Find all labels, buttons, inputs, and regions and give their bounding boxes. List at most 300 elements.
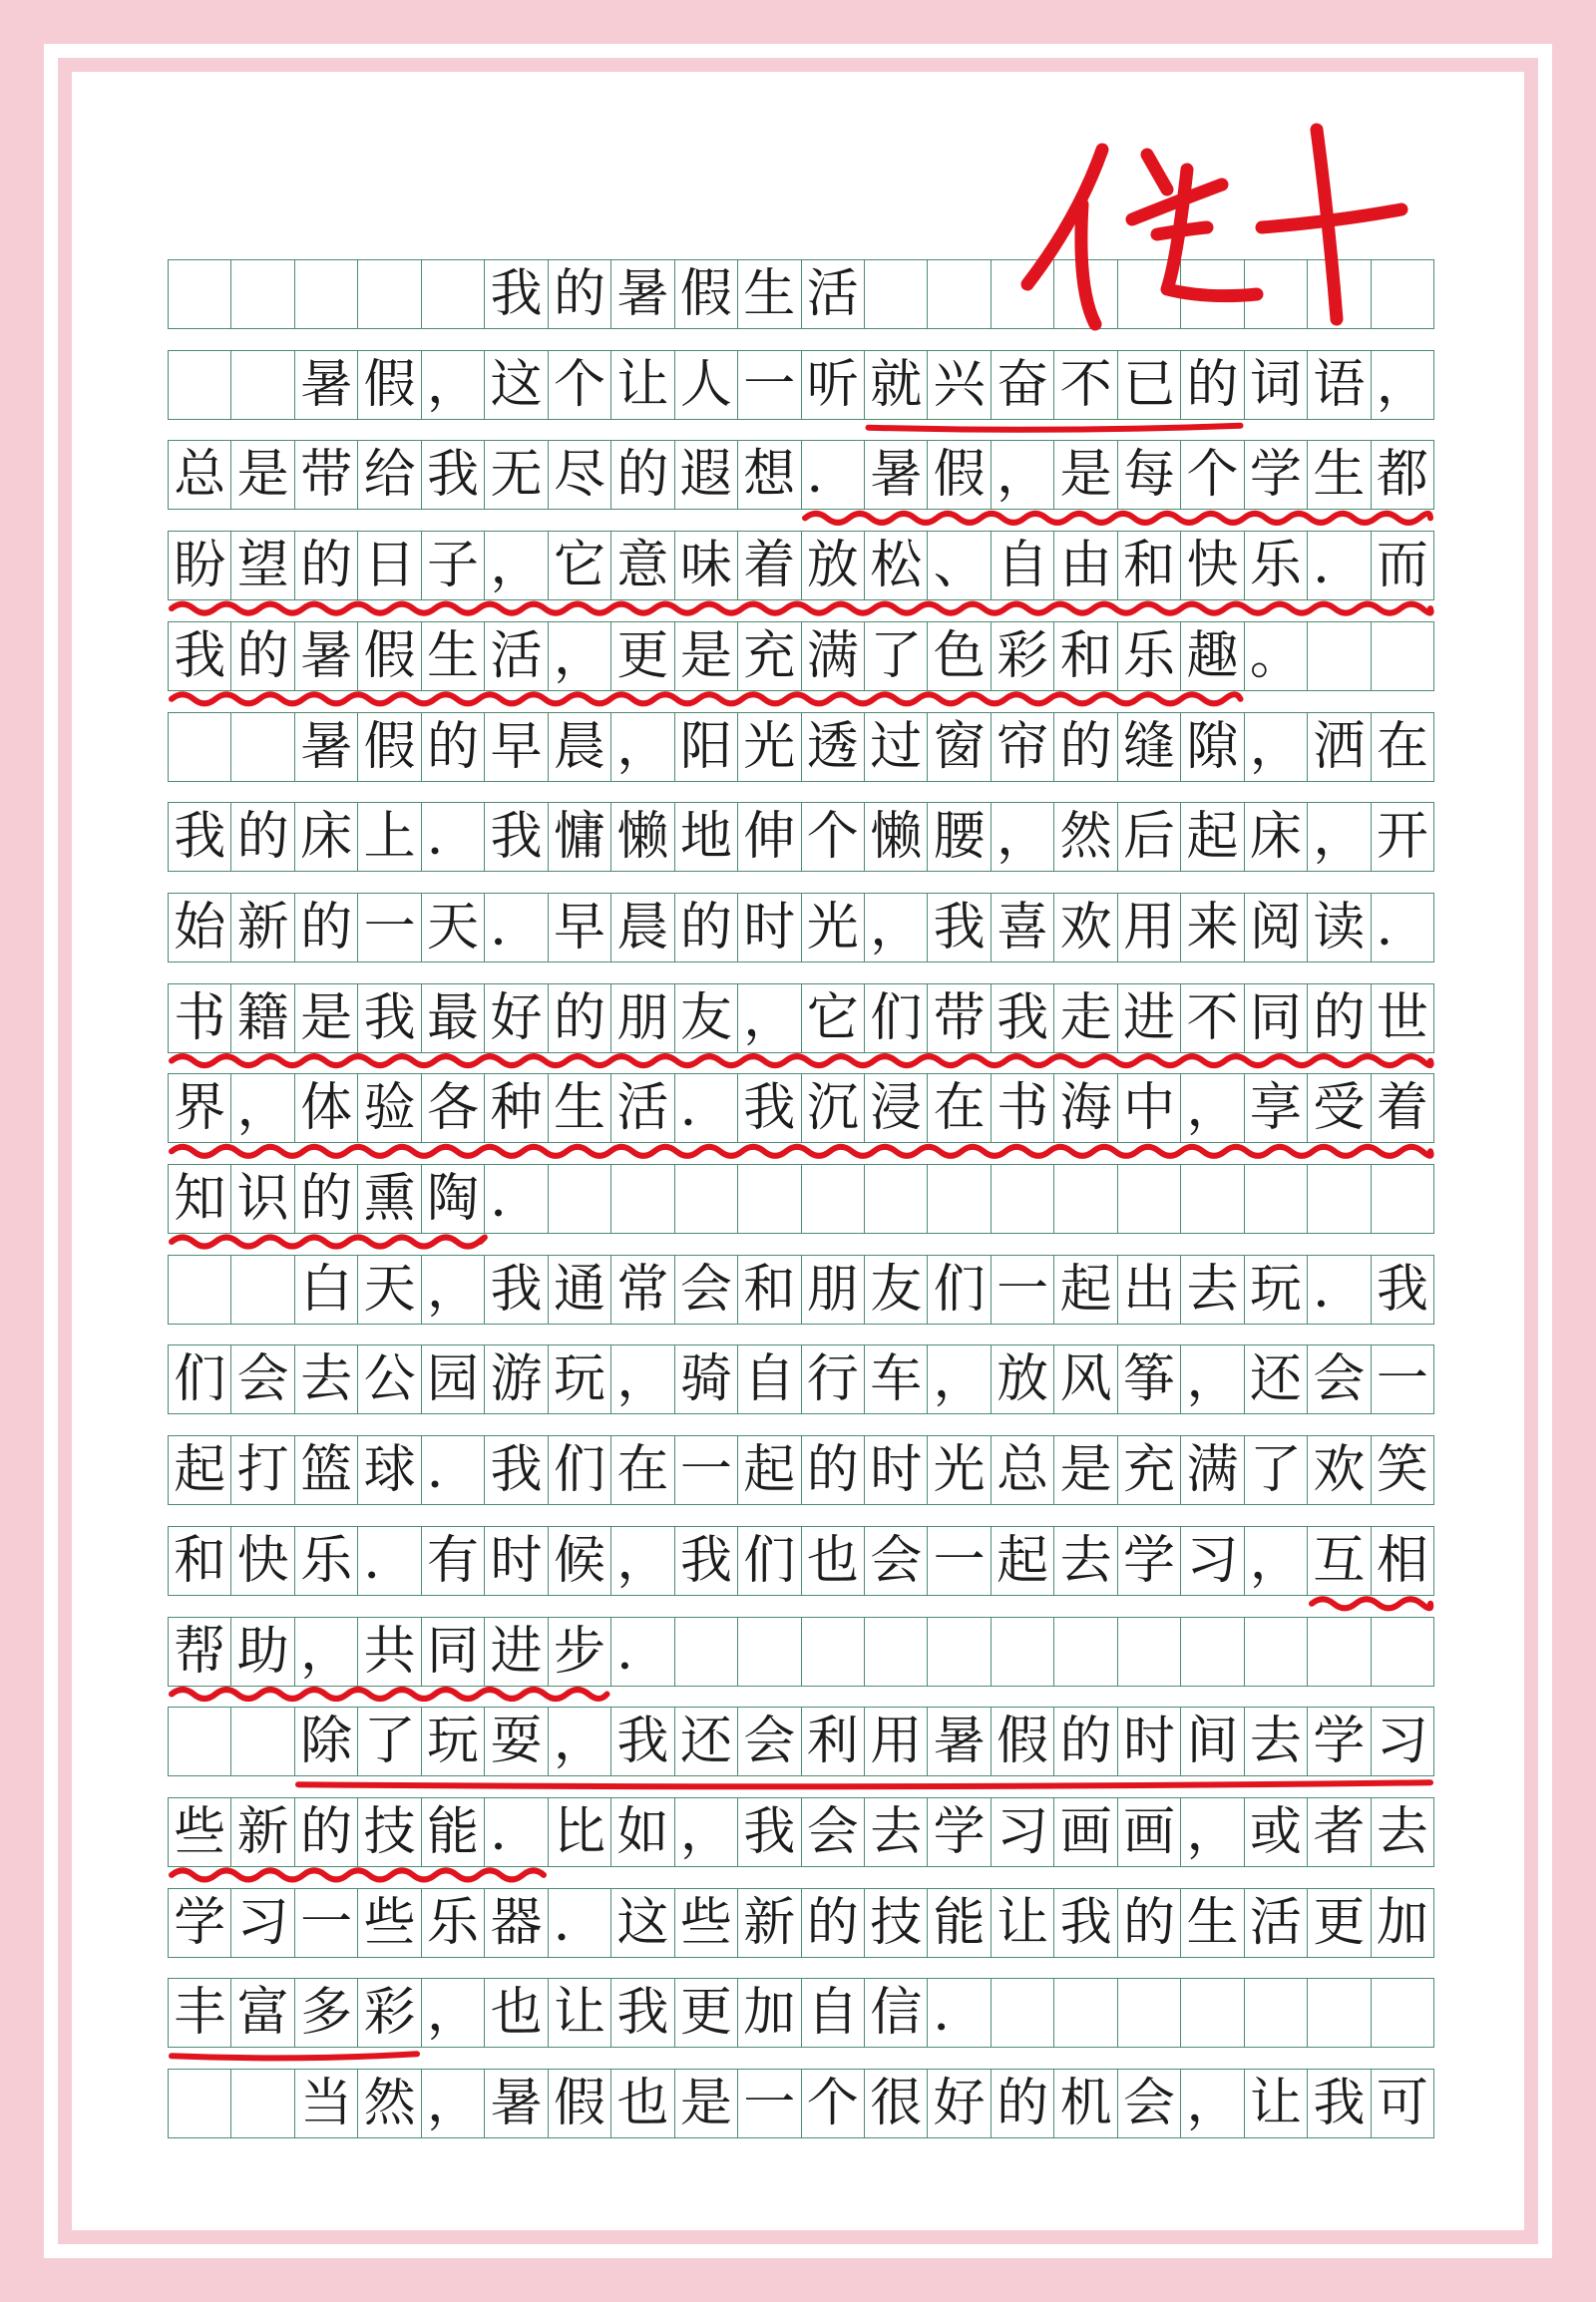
grid-cell: 伸 — [738, 803, 801, 871]
grid-cell: 朋 — [611, 984, 674, 1052]
grid-cell: 人 — [675, 351, 738, 419]
grid-cell: 暑 — [485, 2070, 548, 2137]
grid-cell: 一 — [992, 1256, 1054, 1324]
essay-line — [168, 1435, 1434, 1505]
grid-cell: 趣 — [1181, 622, 1244, 690]
grid-cell: 一 — [738, 2070, 801, 2137]
essay-line — [168, 2069, 1434, 2138]
grid-cell: 这 — [485, 351, 548, 419]
grid-cell: 每 — [1118, 441, 1181, 509]
grid-cell: ． — [802, 441, 865, 509]
grid-cell: 语 — [1308, 351, 1371, 419]
grid-cell: 各 — [422, 1074, 485, 1142]
grid-cell: 着 — [738, 532, 801, 599]
grid-cell: 读 — [1308, 894, 1371, 961]
grid-cell: 的 — [1054, 1708, 1117, 1775]
grid-cell: 盼 — [169, 532, 231, 599]
grid-cell: ， — [738, 984, 801, 1052]
grid-cell: 球 — [358, 1436, 421, 1504]
grid-cell: 玩 — [549, 1345, 611, 1413]
grid-cell: 也 — [611, 2070, 674, 2137]
essay-line — [168, 802, 1434, 872]
grid-cell: 最 — [422, 984, 485, 1052]
grid-cell: 开 — [1376, 807, 1428, 868]
grid-cell: 新 — [738, 1889, 801, 1957]
grid-cell: 快 — [231, 1527, 294, 1595]
grid-cell — [992, 1165, 1054, 1233]
grid-cell: ． — [358, 1527, 421, 1595]
grid-cell: 。 — [1245, 622, 1308, 690]
grid-cell: 的 — [295, 532, 358, 599]
grid-cell: 学 — [928, 1798, 991, 1866]
grid-cell: 了 — [865, 622, 928, 690]
grid-cell: ， — [1245, 713, 1308, 781]
grid-cell — [1054, 1165, 1117, 1233]
grid-cell: 起 — [169, 1436, 231, 1504]
grid-cell: 和 — [1054, 622, 1117, 690]
grid-cell: 假 — [358, 351, 421, 419]
grid-cell: 假 — [358, 622, 421, 690]
grid-cell: 望 — [231, 532, 294, 599]
essay-line — [168, 350, 1434, 420]
grid-cell: 子 — [422, 532, 485, 599]
grid-cell: 多 — [295, 1979, 358, 2047]
grid-cell: 习 — [1376, 1712, 1428, 1772]
grid-cell: ， — [1376, 354, 1428, 415]
grid-cell — [169, 713, 231, 781]
grid-cell: 知 — [169, 1165, 231, 1233]
grid-cell: 富 — [231, 1979, 294, 2047]
grid-cell: 它 — [802, 984, 865, 1052]
grid-cell: 乐 — [1245, 532, 1308, 599]
grid-cell: 我 — [169, 622, 231, 690]
grid-cell: 假 — [358, 713, 421, 781]
grid-cell: 也 — [485, 1979, 548, 2047]
essay-line — [168, 1797, 1434, 1867]
grid-cell — [295, 260, 358, 328]
grid-cell: 是 — [295, 984, 358, 1052]
grid-cell: 浸 — [865, 1074, 928, 1142]
grid-cell: 我 — [422, 441, 485, 509]
grid-cell: ． — [1376, 897, 1428, 958]
grid-cell: 技 — [358, 1798, 421, 1866]
grid-cell — [802, 1618, 865, 1686]
grid-cell: 助 — [231, 1618, 294, 1686]
grid-cell: 更 — [675, 1979, 738, 2047]
grid-cell: 笑 — [1376, 1440, 1428, 1501]
grid-cell: 会 — [802, 1798, 865, 1866]
grid-cell — [1308, 1165, 1371, 1233]
grid-cell: 画 — [1118, 1798, 1181, 1866]
grid-cell: 步 — [549, 1618, 611, 1686]
grid-cell — [1054, 1618, 1117, 1686]
grid-cell: 籍 — [231, 984, 294, 1052]
grid-cell: 个 — [549, 351, 611, 419]
grid-cell: 我 — [738, 1798, 801, 1866]
grid-cell: 享 — [1245, 1074, 1308, 1142]
grid-cell: 信 — [865, 1979, 928, 2047]
grid-cell: 这 — [611, 1889, 674, 1957]
grid-cell: 篮 — [295, 1436, 358, 1504]
essay-line — [168, 1617, 1434, 1687]
essay-line — [168, 893, 1434, 962]
grid-cell: ， — [1181, 1074, 1244, 1142]
grid-cell: 一 — [295, 1889, 358, 1957]
grid-cell — [928, 1618, 991, 1686]
grid-cell: 熏 — [358, 1165, 421, 1233]
grid-cell — [169, 2070, 231, 2137]
grid-cell: 们 — [865, 984, 928, 1052]
grid-cell: 自 — [992, 532, 1054, 599]
grid-cell: 带 — [928, 984, 991, 1052]
grid-cell: 懒 — [865, 803, 928, 871]
grid-cell — [1181, 1165, 1244, 1233]
grid-cell: 用 — [865, 1708, 928, 1775]
grid-cell: 帘 — [992, 713, 1054, 781]
grid-cell: ． — [675, 1074, 738, 1142]
grid-cell: 些 — [169, 1798, 231, 1866]
grid-cell — [169, 1708, 231, 1775]
grid-cell: 更 — [1308, 1889, 1371, 1957]
grid-cell: 一 — [675, 1436, 738, 1504]
grid-cell: 生 — [422, 622, 485, 690]
grid-cell: 活 — [802, 260, 865, 328]
grid-cell: 彩 — [992, 622, 1054, 690]
grid-cell: 个 — [802, 2070, 865, 2137]
grid-cell: 习 — [231, 1889, 294, 1957]
grid-cell: 界 — [169, 1074, 231, 1142]
grid-cell: 和 — [169, 1527, 231, 1595]
grid-cell: 早 — [485, 713, 548, 781]
grid-cell: 时 — [865, 1436, 928, 1504]
grid-cell — [1308, 1618, 1371, 1686]
grid-cell: 生 — [1181, 1889, 1244, 1957]
grid-cell: 暑 — [928, 1708, 991, 1775]
grid-cell: 器 — [485, 1889, 548, 1957]
grid-cell — [231, 1708, 294, 1775]
grid-cell: 生 — [549, 1074, 611, 1142]
grid-cell: 乐 — [422, 1889, 485, 1957]
grid-cell — [738, 1618, 801, 1686]
grid-cell: 时 — [1118, 1708, 1181, 1775]
grid-cell: 去 — [1054, 1527, 1117, 1595]
grid-cell — [1245, 1165, 1308, 1233]
grid-cell: 放 — [992, 1345, 1054, 1413]
grid-cell: 欢 — [1308, 1436, 1371, 1504]
grid-cell: 一 — [928, 1527, 991, 1595]
grid-cell: 暑 — [295, 622, 358, 690]
grid-cell: 沉 — [802, 1074, 865, 1142]
grid-cell: 陶 — [422, 1165, 485, 1233]
grid-cell: ， — [675, 1798, 738, 1866]
grid-cell — [169, 1256, 231, 1324]
grid-cell — [928, 260, 991, 328]
grid-cell: 些 — [675, 1889, 738, 1957]
grid-cell: 假 — [675, 260, 738, 328]
grid-cell: 会 — [738, 1708, 801, 1775]
grid-cell: 或 — [1245, 1798, 1308, 1866]
grid-cell — [865, 260, 928, 328]
grid-cell: 游 — [485, 1345, 548, 1413]
grid-cell: 的 — [422, 713, 485, 781]
grid-cell: 我 — [485, 803, 548, 871]
grid-cell: 着 — [1376, 1078, 1428, 1139]
grid-cell: 利 — [802, 1708, 865, 1775]
grid-cell: 由 — [1054, 532, 1117, 599]
grid-cell: 的 — [1054, 713, 1117, 781]
grid-cell: 的 — [802, 1889, 865, 1957]
grid-cell: 暑 — [865, 441, 928, 509]
grid-cell: 我 — [1054, 1889, 1117, 1957]
grid-cell: 更 — [611, 622, 674, 690]
grid-cell: 假 — [928, 441, 991, 509]
grid-cell: 生 — [738, 260, 801, 328]
grid-cell: ． — [928, 1979, 991, 2047]
grid-cell: 风 — [1054, 1345, 1117, 1413]
grid-cell: 玩 — [422, 1708, 485, 1775]
grid-cell — [1054, 1979, 1117, 2047]
grid-cell — [549, 1165, 611, 1233]
grid-cell: 是 — [231, 441, 294, 509]
grid-cell: 去 — [865, 1798, 928, 1866]
grid-cell: 打 — [231, 1436, 294, 1504]
grid-cell: 的 — [992, 2070, 1054, 2137]
grid-cell — [231, 260, 294, 328]
grid-cell: 我 — [485, 260, 548, 328]
grid-cell: 奋 — [992, 351, 1054, 419]
grid-cell: 加 — [738, 1979, 801, 2047]
essay-line — [168, 1707, 1434, 1776]
essay-line — [168, 1164, 1434, 1234]
grid-cell: 阅 — [1245, 894, 1308, 961]
grid-cell: 上 — [358, 803, 421, 871]
grid-cell: 习 — [1181, 1527, 1244, 1595]
essay-line — [168, 621, 1434, 691]
grid-cell: 活 — [485, 622, 548, 690]
essay-line — [168, 1344, 1434, 1414]
grid-cell: 起 — [992, 1527, 1054, 1595]
grid-cell: 画 — [1054, 1798, 1117, 1866]
grid-cell: 验 — [358, 1074, 421, 1142]
grid-cell: 当 — [295, 2070, 358, 2137]
grid-cell: 技 — [865, 1889, 928, 1957]
grid-cell: 学 — [1245, 441, 1308, 509]
grid-cell: 窗 — [928, 713, 991, 781]
grid-cell: 欢 — [1054, 894, 1117, 961]
grid-cell: 公 — [358, 1345, 421, 1413]
grid-cell: 床 — [1245, 803, 1308, 871]
grid-cell: 进 — [1118, 984, 1181, 1052]
grid-cell: 的 — [802, 1436, 865, 1504]
grid-cell: 假 — [992, 1708, 1054, 1775]
grid-cell: 们 — [169, 1345, 231, 1413]
grid-cell: 过 — [865, 713, 928, 781]
grid-cell: 生 — [1308, 441, 1371, 509]
grid-cell — [865, 1618, 928, 1686]
grid-cell: 的 — [295, 1798, 358, 1866]
essay-line — [168, 1255, 1434, 1325]
grid-cell: 懒 — [611, 803, 674, 871]
essay-grid — [168, 259, 1434, 2158]
grid-cell: 尽 — [549, 441, 611, 509]
grid-cell: 海 — [1054, 1074, 1117, 1142]
grid-cell: ， — [611, 1345, 674, 1413]
grid-cell: 是 — [675, 2070, 738, 2137]
grid-cell: 光 — [802, 894, 865, 961]
grid-cell: ， — [611, 1527, 674, 1595]
grid-cell: 一 — [738, 351, 801, 419]
grid-cell: 行 — [802, 1345, 865, 1413]
grid-cell: 能 — [422, 1798, 485, 1866]
grid-cell: 我 — [169, 803, 231, 871]
grid-cell: 个 — [1181, 441, 1244, 509]
grid-cell — [1372, 1618, 1433, 1686]
grid-cell: 是 — [1054, 1436, 1117, 1504]
grid-cell: ． — [1308, 1256, 1371, 1324]
grid-cell: 会 — [231, 1345, 294, 1413]
grid-cell: 们 — [738, 1527, 801, 1595]
grid-cell: 筝 — [1118, 1345, 1181, 1413]
grid-cell — [1181, 1618, 1244, 1686]
grid-cell: 味 — [675, 532, 738, 599]
grid-cell: 通 — [549, 1256, 611, 1324]
grid-cell — [1118, 1618, 1181, 1686]
grid-cell: ， — [1308, 803, 1371, 871]
grid-cell: 还 — [675, 1708, 738, 1775]
grid-cell: ． — [485, 1165, 548, 1233]
grid-cell: 新 — [231, 894, 294, 961]
grid-cell: 世 — [1376, 987, 1428, 1048]
grid-cell: 者 — [1308, 1798, 1371, 1866]
grid-cell: ， — [992, 441, 1054, 509]
grid-cell: 假 — [549, 2070, 611, 2137]
grid-cell: 的 — [295, 1165, 358, 1233]
grid-cell: 很 — [865, 2070, 928, 2137]
grid-cell: 书 — [169, 984, 231, 1052]
grid-cell — [992, 1618, 1054, 1686]
grid-cell — [738, 1165, 801, 1233]
grid-cell: 玩 — [1245, 1256, 1308, 1324]
grid-cell — [1372, 1979, 1433, 2047]
grid-cell — [231, 351, 294, 419]
grid-cell: ． — [422, 1436, 485, 1504]
grid-cell: 然 — [1054, 803, 1117, 871]
grid-cell: 也 — [802, 1527, 865, 1595]
essay-line — [168, 1526, 1434, 1596]
grid-cell: 腰 — [928, 803, 991, 871]
grid-cell: 去 — [1181, 1256, 1244, 1324]
grid-cell: 会 — [1308, 1345, 1371, 1413]
grid-cell: 总 — [169, 441, 231, 509]
grid-cell: 园 — [422, 1345, 485, 1413]
grid-cell: 就 — [865, 351, 928, 419]
grid-cell: 兴 — [928, 351, 991, 419]
grid-cell: 光 — [738, 713, 801, 781]
grid-cell: ， — [992, 803, 1054, 871]
essay-line — [168, 712, 1434, 782]
grid-cell: ． — [485, 894, 548, 961]
grid-cell: 而 — [1376, 536, 1428, 596]
grid-cell — [675, 1165, 738, 1233]
grid-cell — [611, 1165, 674, 1233]
grid-cell — [169, 260, 231, 328]
grid-cell: 的 — [549, 260, 611, 328]
grid-cell: 去 — [295, 1345, 358, 1413]
grid-cell — [231, 1256, 294, 1324]
grid-cell: 起 — [1181, 803, 1244, 871]
grid-cell: 的 — [1308, 984, 1371, 1052]
grid-cell: 它 — [549, 532, 611, 599]
grid-cell: 的 — [549, 984, 611, 1052]
grid-cell: 地 — [675, 803, 738, 871]
grid-cell — [992, 1979, 1054, 2047]
grid-cell: 不 — [1181, 984, 1244, 1052]
grid-cell: 快 — [1181, 532, 1244, 599]
grid-cell: 机 — [1054, 2070, 1117, 2137]
grid-cell: 天 — [358, 1256, 421, 1324]
grid-cell: 充 — [1118, 1436, 1181, 1504]
grid-cell: 乐 — [1118, 622, 1181, 690]
grid-cell: 在 — [928, 1074, 991, 1142]
grid-cell: ， — [1181, 2070, 1244, 2137]
grid-cell: 间 — [1181, 1708, 1244, 1775]
grid-cell: 缝 — [1118, 713, 1181, 781]
essay-line — [168, 531, 1434, 600]
grid-cell: ， — [231, 1074, 294, 1142]
grid-cell: 、 — [928, 532, 991, 599]
grid-cell: 了 — [1245, 1436, 1308, 1504]
grid-cell: 天 — [422, 894, 485, 961]
grid-cell: 彩 — [358, 1979, 421, 2047]
grid-cell: 时 — [738, 894, 801, 961]
grid-cell — [422, 260, 485, 328]
grid-cell: 学 — [1118, 1527, 1181, 1595]
grid-cell: 同 — [422, 1618, 485, 1686]
grid-cell: 比 — [549, 1798, 611, 1866]
grid-cell: 进 — [485, 1618, 548, 1686]
grid-cell: ， — [485, 532, 548, 599]
grid-cell: 学 — [1308, 1708, 1371, 1775]
grid-cell: 我 — [358, 984, 421, 1052]
grid-cell: 乐 — [295, 1527, 358, 1595]
grid-cell: 常 — [611, 1256, 674, 1324]
grid-cell: 是 — [675, 622, 738, 690]
grid-cell: 在 — [1376, 716, 1428, 777]
grid-cell: 的 — [611, 441, 674, 509]
grid-cell: 有 — [422, 1527, 485, 1595]
grid-cell: 起 — [738, 1436, 801, 1504]
grid-cell: 日 — [358, 532, 421, 599]
grid-cell: 我 — [611, 1979, 674, 2047]
grid-cell: 会 — [865, 1527, 928, 1595]
grid-cell — [169, 351, 231, 419]
grid-cell: 暑 — [611, 260, 674, 328]
grid-cell: 意 — [611, 532, 674, 599]
grid-cell: 遐 — [675, 441, 738, 509]
grid-cell: 互 — [1308, 1527, 1371, 1595]
grid-cell: 新 — [231, 1798, 294, 1866]
grid-cell — [865, 1165, 928, 1233]
grid-cell: 识 — [231, 1165, 294, 1233]
grid-cell: 床 — [295, 803, 358, 871]
grid-cell: 我 — [485, 1436, 548, 1504]
grid-cell: 的 — [1118, 1889, 1181, 1957]
grid-cell: 们 — [549, 1436, 611, 1504]
grid-cell: ， — [422, 1979, 485, 2047]
grid-cell: ． — [1308, 532, 1371, 599]
grid-cell: 会 — [1118, 2070, 1181, 2137]
grid-cell — [358, 260, 421, 328]
